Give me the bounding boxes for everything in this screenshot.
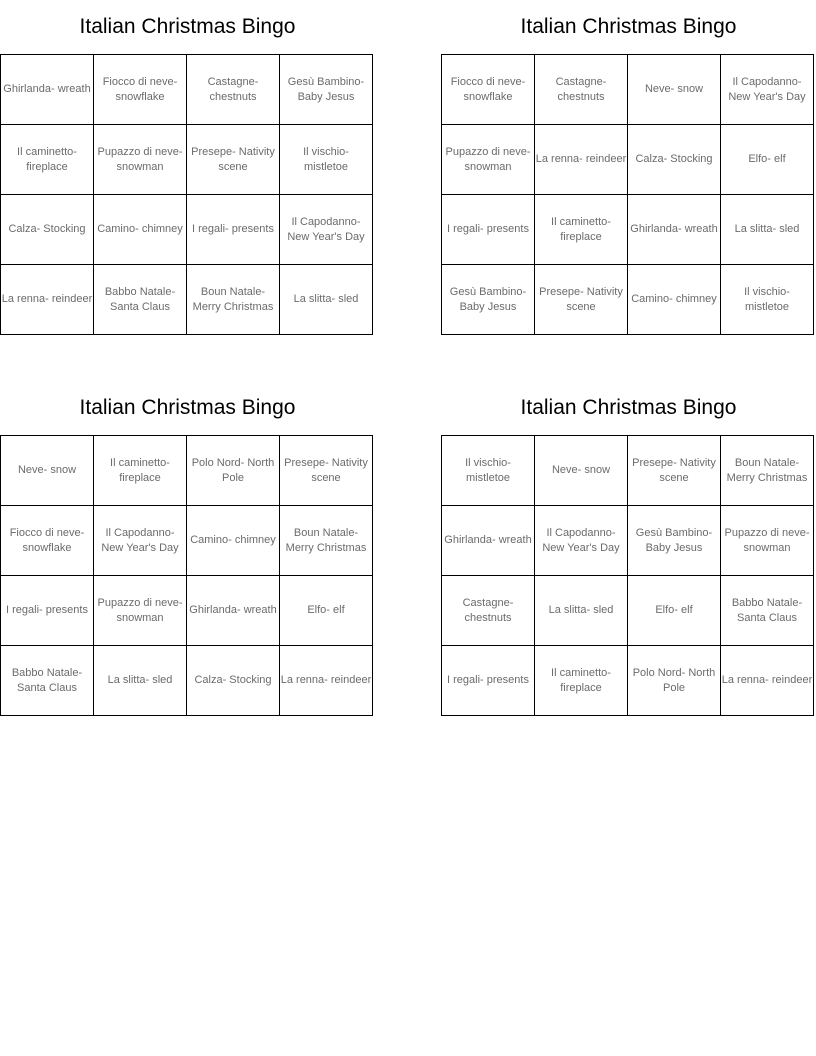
bingo-cell: La slitta- sled [280,265,373,335]
bingo-cell: Il Capodanno- New Year's Day [280,195,373,265]
bingo-cell: Neve- snow [535,436,628,506]
grid-row [1,195,373,265]
bingo-card-3 [0,393,375,694]
bingo-cell: Il vischio- mistletoe [280,125,373,195]
bingo-cell: Babbo Natale- Santa Claus [721,576,814,646]
bingo-card-1 [0,12,375,313]
bingo-cell: Neve- snow [628,55,721,125]
bingo-cell: Boun Natale- Merry Christmas [187,265,280,335]
bingo-cell: La slitta- sled [721,195,814,265]
bingo-cell: I regali- presents [187,195,280,265]
bingo-cell: Gesù Bambino- Baby Jesus [442,265,535,335]
bingo-cell: Fiocco di neve- snowflake [94,55,187,125]
bingo-cell: Presepe- Nativity scene [535,265,628,335]
grid-row [1,576,373,646]
bingo-cell: Pupazzo di neve- snowman [94,576,187,646]
bingo-cell: La renna- reindeer [1,265,94,335]
grid-row [1,506,373,576]
bingo-cell: Il Capodanno- New Year's Day [94,506,187,576]
bingo-cell: Il caminetto- fireplace [94,436,187,506]
bingo-cell: Presepe- Nativity scene [280,436,373,506]
bingo-cell: Calza- Stocking [628,125,721,195]
grid-row [442,265,814,335]
grid-row [442,55,814,125]
bingo-cell: Polo Nord- North Pole [187,436,280,506]
bingo-cell: Il vischio- mistletoe [721,265,814,335]
bingo-cell: Castagne- chestnuts [187,55,280,125]
bingo-cell: Ghirlanda- wreath [442,506,535,576]
bingo-cell: Il caminetto- fireplace [535,195,628,265]
bingo-card-4 [441,393,816,694]
bingo-cell: I regali- presents [442,195,535,265]
bingo-grid [0,54,373,335]
grid-row [1,125,373,195]
grid-row [442,576,814,646]
bingo-cell: Calza- Stocking [187,646,280,716]
grid-row [442,646,814,716]
bingo-cell: Neve- snow [1,436,94,506]
card-title: Italian Christmas Bingo [520,396,737,419]
bingo-cell: La slitta- sled [94,646,187,716]
bingo-cell: Pupazzo di neve- snowman [442,125,535,195]
bingo-cell: Polo Nord- North Pole [628,646,721,716]
bingo-cell: Babbo Natale- Santa Claus [94,265,187,335]
bingo-cell: Babbo Natale- Santa Claus [1,646,94,716]
bingo-cell: Fiocco di neve- snowflake [1,506,94,576]
bingo-cell: Il vischio- mistletoe [442,436,535,506]
bingo-cell: Camino- chimney [628,265,721,335]
bingo-cell: Gesù Bambino- Baby Jesus [628,506,721,576]
grid-row [1,265,373,335]
bingo-cell: Il caminetto- fireplace [1,125,94,195]
bingo-cell: Ghirlanda- wreath [187,576,280,646]
bingo-grid [0,435,373,716]
bingo-cell: Boun Natale- Merry Christmas [721,436,814,506]
bingo-cell: Il Capodanno- New Year's Day [721,55,814,125]
bingo-card-2 [441,12,816,313]
bingo-cell: I regali- presents [442,646,535,716]
grid-row [1,646,373,716]
bingo-cell: Il Capodanno- New Year's Day [535,506,628,576]
grid-row [1,436,373,506]
bingo-cell: Presepe- Nativity scene [628,436,721,506]
bingo-cell: Gesù Bambino- Baby Jesus [280,55,373,125]
bingo-cell: Il caminetto- fireplace [535,646,628,716]
card-title: Italian Christmas Bingo [79,15,296,38]
bingo-cell: Pupazzo di neve- snowman [94,125,187,195]
bingo-cell: La slitta- sled [535,576,628,646]
bingo-cell: Elfo- elf [721,125,814,195]
bingo-cell: Pupazzo di neve- snowman [721,506,814,576]
bingo-cell: Presepe- Nativity scene [187,125,280,195]
bingo-cell: Castagne- chestnuts [535,55,628,125]
bingo-cell: Boun Natale- Merry Christmas [280,506,373,576]
grid-row [442,436,814,506]
bingo-cell: Elfo- elf [628,576,721,646]
bingo-cell: Castagne- chestnuts [442,576,535,646]
grid-row [442,195,814,265]
bingo-cell: Fiocco di neve- snowflake [442,55,535,125]
card-title: Italian Christmas Bingo [79,396,296,419]
bingo-cell: La renna- reindeer [721,646,814,716]
card-title: Italian Christmas Bingo [520,15,737,38]
bingo-cell: La renna- reindeer [535,125,628,195]
bingo-cell: Ghirlanda- wreath [628,195,721,265]
bingo-cell: Elfo- elf [280,576,373,646]
bingo-cell: La renna- reindeer [280,646,373,716]
bingo-cell: Ghirlanda- wreath [1,55,94,125]
grid-row [442,506,814,576]
bingo-grid [441,435,814,716]
grid-row [1,55,373,125]
grid-row [442,125,814,195]
bingo-grid [441,54,814,335]
bingo-cell: I regali- presents [1,576,94,646]
bingo-cell: Camino- chimney [187,506,280,576]
bingo-cell: Camino- chimney [94,195,187,265]
bingo-cell: Calza- Stocking [1,195,94,265]
